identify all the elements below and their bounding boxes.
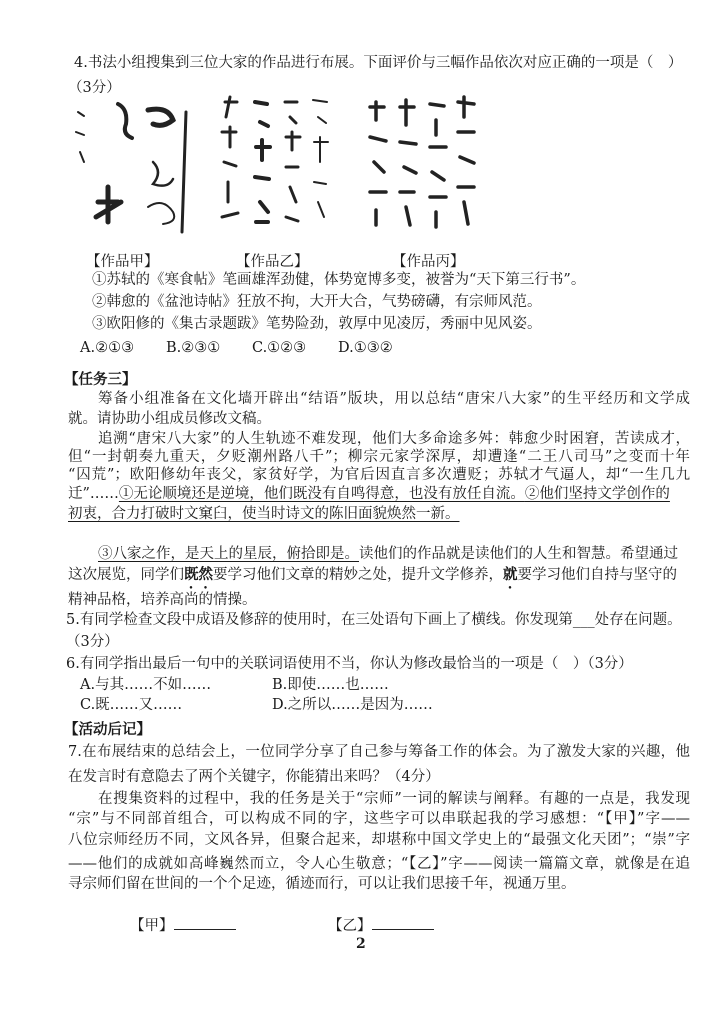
q6-choice-a: A.与其……不如…… (80, 677, 212, 693)
blank-line[interactable] (372, 915, 434, 930)
blank-line[interactable] (174, 915, 236, 930)
q6-choice-d: D.之所以……是因为…… (272, 697, 433, 713)
answer-blank-jia[interactable] (130, 915, 236, 936)
q6-choice-c: C.既……又…… (80, 697, 183, 713)
q4-choice-d: D.①③② (338, 340, 393, 356)
task3-intro-line-2: 就。请协助小组成员修改文稿。 (68, 411, 271, 427)
work-label-yi: 【作品乙】 (236, 254, 309, 270)
passage-line-6 (98, 544, 678, 564)
q4-statement-3: ③欧阳修的《集古录题跋》笔势险劲，敦厚中见凌厉，秀丽中见风姿。 (92, 316, 542, 332)
emphasized-word-jiu: 就 (503, 566, 518, 583)
q7-stem-line-2: 在发言时有意隐去了两个关键字，你能猜出来吗？（4分） (68, 769, 440, 785)
speech-line-3: 八位宗师经历不同，文风各异，但聚合起来，却堪称中国文学史上的“最强文化天团”；“崇”字 (68, 832, 690, 848)
passage-text: 这次展览，同学们 (68, 567, 184, 583)
passage-line-7 (68, 565, 677, 592)
task3-heading: 【任务三】 (64, 371, 137, 388)
q4-choice-b: B.②③① (166, 340, 221, 356)
passage-text: 要学习他们自持与坚守的 (517, 567, 677, 583)
underlined-sentence-3: ③八家之作，是天上的星辰，俯拾即是。 (98, 546, 359, 562)
speech-line-4: ——他们的成就如高峰巍然而立，令人心生敬意；“【乙】”字——阅读一篇篇文章，就像是在追 (68, 856, 690, 872)
calligraphy-work-yi (210, 92, 340, 242)
calligraphy-work-jia (68, 92, 198, 242)
work-label-bing: 【作品丙】 (392, 254, 465, 270)
q4-score: （3分） (68, 80, 121, 96)
page-number: 2 (356, 936, 366, 952)
q5-stem: 5.有同学检查文段中成语及修辞的使用时，在三处语句下画上了横线。你发现第___处存在问题。 (66, 612, 682, 628)
q5-score: （3分） (66, 634, 119, 650)
passage-line-8: 精神品格，培养高尚的情操。 (68, 592, 257, 608)
blank-label: 【甲】 (130, 918, 174, 934)
underlined-sentence-2: ②他们坚持文学创作的 (524, 486, 670, 502)
passage-line-1: 追溯“唐宋八大家”的人生轨迹不难发现，他们大多命途多舛：韩愈少时困窘，苦读成才， (98, 431, 690, 447)
answer-blank-yi[interactable] (328, 915, 434, 936)
underlined-sentence-2-cont: 初衷，合力打破时文窠臼，使当时诗文的陈旧面貌焕然一新。 (68, 506, 460, 522)
underlined-sentence-1: ①无论顺境还是逆境，他们既没有自鸣得意，也没有放任自流。 (118, 486, 525, 502)
passage-line-3: “囚荒”；欧阳修幼年丧父，家贫好学，为官后因直言多次遭贬；苏轼才气逼人，却“一生几九 (68, 467, 690, 483)
q4-choice-a: A.②①③ (80, 340, 135, 356)
q6-stem: 6.有同学指出最后一句中的关联词语使用不当，你认为修改最恰当的一项是（ ）（3分） (66, 656, 633, 672)
q7-stem-line-1: 7.在布展结束的总结会上，一位同学分享了自己参与筹备工作的体会。为了激发大家的兴趣，他 (68, 744, 690, 760)
passage-line-5 (68, 504, 460, 524)
emphasized-word-jiran: 既然 (184, 566, 213, 583)
speech-line-1: 在搜集资料的过程中，我的任务是关于“宗师”一词的解读与阐释。有趣的一点是，我发现 (98, 791, 690, 807)
passage-text: 要学习他们文章的精妙之处，提升文学修养， (213, 567, 503, 583)
q4-choice-c: C.①②③ (252, 340, 307, 356)
passage-text: 读他们的作品就是读他们的人生和智慧。希望通过 (359, 546, 678, 562)
q4-statement-1: ①苏轼的《寒食帖》笔画雄浑劲健，体势宽博多变，被誉为“天下第三行书”。 (92, 272, 586, 288)
passage-text: 迁”…… (68, 486, 119, 502)
blank-label: 【乙】 (328, 918, 372, 934)
q4-stem: 4.书法小组搜集到三位大家的作品进行布展。下面评价与三幅作品依次对应正确的一项是（ ） (74, 55, 683, 71)
q4-statement-2: ②韩愈的《盆池诗帖》狂放不拘，大开大合，气势磅礴，有宗师风范。 (92, 294, 542, 310)
calligraphy-work-bing (360, 92, 485, 242)
work-label-jia: 【作品甲】 (86, 254, 159, 270)
task3-intro-line-1: 筹备小组准备在文化墙开辟出“结语”版块，用以总结“唐宋八大家”的生平经历和文学成 (98, 391, 690, 407)
postscript-heading: 【活动后记】 (64, 721, 151, 738)
speech-line-2: “宗”与不同部首组合，可以构成不同的字，这些字可以串联起我的学习感想：“【甲】”字—— (68, 811, 690, 827)
speech-line-5: 寻宗师们留在世间的一个个足迹，循迹而行，可以让我们思接千年，视通万里。 (68, 876, 576, 892)
q6-choice-b: B.即使……也…… (272, 677, 389, 693)
passage-line-2: 但“一封朝奏九重天，夕贬潮州路八千”；柳宗元家学深厚，却遭逢“二王八司马”之变而十年 (68, 449, 690, 465)
passage-line-4 (68, 484, 690, 504)
